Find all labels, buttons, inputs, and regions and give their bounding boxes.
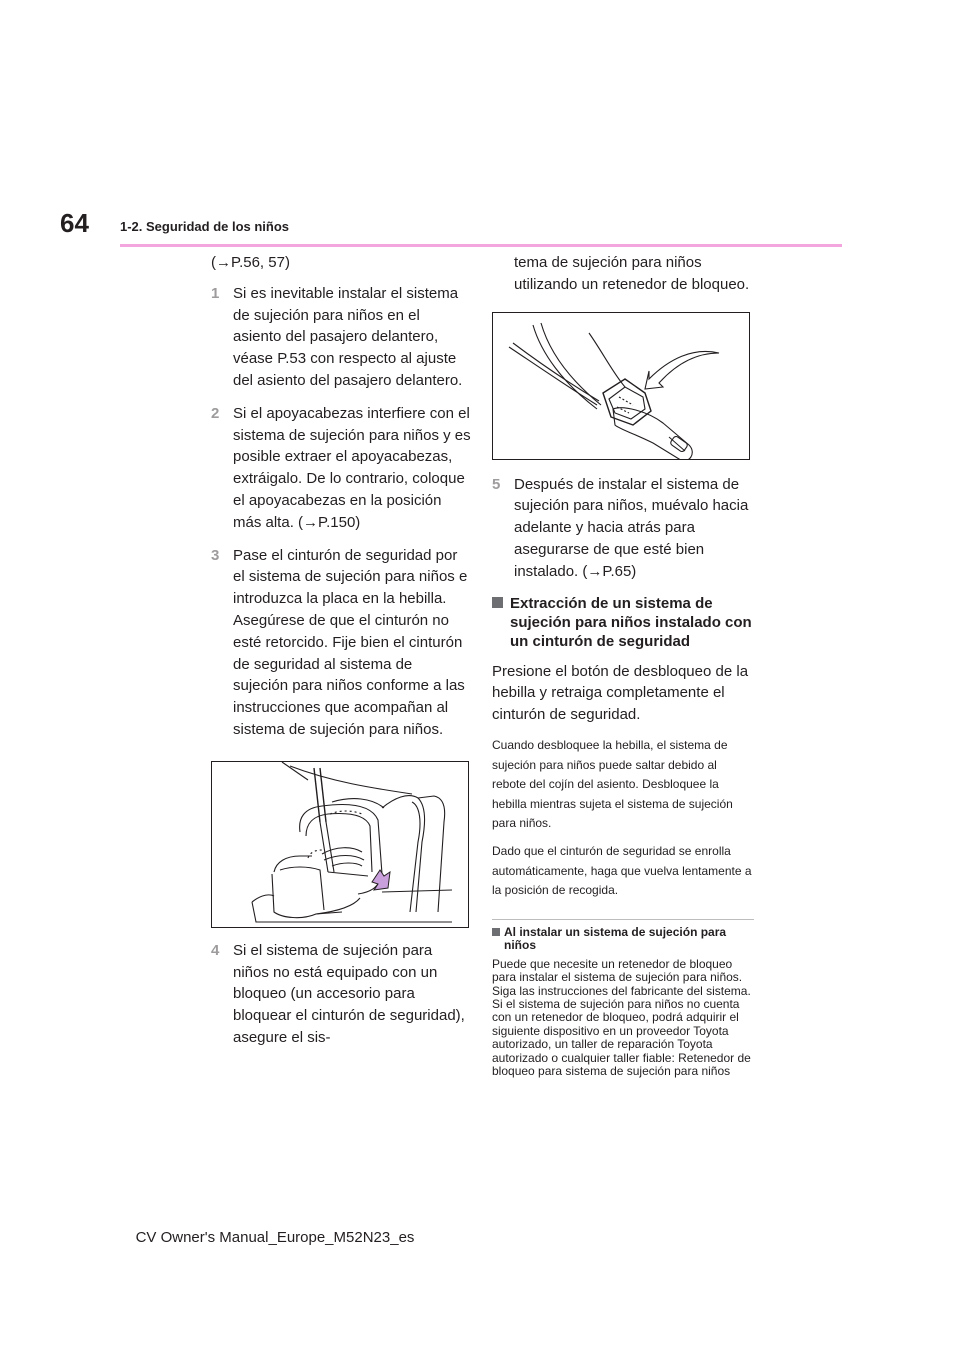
child-seat-drawing — [212, 762, 468, 927]
step-number: 3 — [211, 546, 220, 564]
step-3 — [211, 545, 471, 741]
locking-clip-drawing — [493, 313, 749, 459]
step-5 — [492, 474, 754, 583]
step-1 — [211, 283, 471, 392]
note-heading-text: Al instalar un sistema de sujeción para niños — [504, 924, 727, 952]
note-body: Puede que necesite un retenedor de bloqueo para instalar el sistema de sujeción para niños. Siga las instrucciones del fabricante del sistema. Si el sistema de sujeción para niños no cuenta con un retenedor de bloqueo, podrá adquirir el siguiente dispositivo en un proveedor Toyota autorizado, un taller de reparación Toyota autorizado o cualquier taller fiable: Retenedor de bloqueo para sistema de sujeción para niños — [492, 956, 751, 1078]
step-number: 2 — [211, 404, 220, 422]
heading-text: Extracción de un sistema de sujeción para niños instalado con un cinturón de seguridad — [510, 594, 752, 650]
locking-clip-illustration — [492, 312, 750, 460]
step-4-continuation: tema de sujeción para niños utilizando un retenedor de bloqueo. — [514, 254, 750, 293]
section-heading — [492, 594, 754, 651]
step-text: Pase el cinturón de seguridad por el sistema de sujeción para niños e introduzca la placa en la hebilla. Asegúrese de que el cinturón no esté retorcido. Fije bien el cinturón de seguridad al sistema de sujeción para niños conforme a las instrucciones que acompañan al sistema de sujeción para niños. — [233, 546, 468, 738]
step-number: 1 — [211, 284, 220, 302]
step-text: Si el sistema de sujeción para niños no está equipado con un bloqueo (un accesorio para bloquear el cinturón de seguridad), asegure el sis- — [233, 941, 465, 1046]
step-text: Después de instalar el sistema de sujeción para niños, muévalo hacia adelante y hacia atrás para asegurarse de que esté bien instalado. (→P.65) — [514, 475, 749, 580]
square-bullet-icon — [492, 597, 503, 608]
right-column — [492, 252, 754, 1078]
footer: CV Owner's Manual_Europe_M52N23_es — [135, 1229, 415, 1246]
step-4 — [211, 940, 471, 1049]
child-seat-illustration — [211, 761, 469, 928]
note-divider — [492, 919, 754, 920]
note-heading — [492, 926, 754, 952]
square-bullet-icon — [492, 928, 500, 936]
step-2 — [211, 403, 471, 534]
step-text: Si el apoyacabezas interfiere con el sistema de sujeción para niños y es posible extraer el apoyacabezas, extráigalo. De lo contrario, coloque el apoyacabezas en la posición más alta. (→P.150) — [233, 404, 471, 531]
page-number: 64 — [60, 208, 89, 238]
step-text: Si es inevitable instalar el sistema de sujeción para niños en el asiento del pasajero delantero, véase P.53 con respecto al ajuste del asiento del pasajero delantero. — [233, 284, 463, 389]
step-number: 5 — [492, 475, 501, 493]
cross-reference: (→P.56, 57) — [211, 254, 290, 271]
arrow-icon — [645, 351, 719, 389]
left-column — [211, 252, 471, 1060]
small-note-1: Cuando desbloquee la hebilla, el sistema de sujeción para niños puede saltar debido al rebote del cojín del asiento. Desbloquee la hebilla mientras sujeta el sistema de sujeción para niños. — [492, 737, 733, 831]
step-number: 4 — [211, 941, 220, 959]
header-rule — [120, 244, 842, 247]
small-note-2: Dado que el cinturón de seguridad se enrolla automáticamente, haga que vuelva lentamente a la posición de recogida. — [492, 843, 752, 898]
section-title: 1-2. Seguridad de los niños — [120, 219, 290, 234]
body-text: Presione el botón de desbloqueo de la hebilla y retraiga completamente el cinturón de seguridad. — [492, 662, 749, 724]
